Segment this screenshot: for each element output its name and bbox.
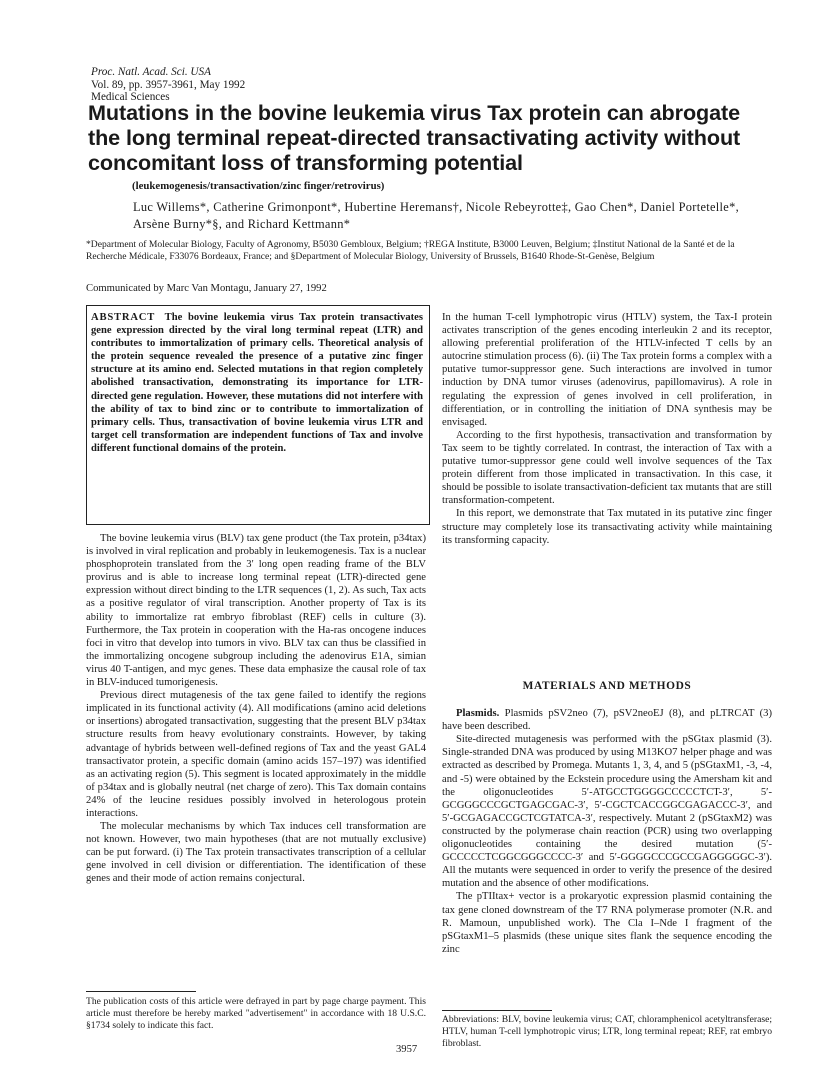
page-number: 3957 [396,1044,418,1055]
abstract-label: ABSTRACT [91,312,156,323]
journal-header [91,66,245,104]
vector-paragraph: The pTIItax+ vector is a prokaryotic expression plasmid containing the tax gene cloned downstream of the T7 RNA polymerase promoter (N.R. and R. Mamoun, unpublished work). The Cla I–Nde I fragment of the pSGtaxM1–5 plasmids (these unique sites flank the sequence encoding the zinc [442,891,772,955]
footnote-divider-right [442,1010,552,1011]
abstract [91,311,423,455]
journal-volume: Vol. 89, pp. 3957-3961, May 1992 [91,78,246,91]
left-column-body [86,532,426,886]
right-column-intro [442,311,772,547]
abstract-text: The bovine leukemia virus Tax protein transactivates gene expression directed by the viral long terminal repeat (LTR) and contributes to immortalization of primary cells. Theoretical analysis of the protein sequence revealed the presence of a putative zinc finger structure at its amino end. Selected mutations in that region completely abolished transactivation, demonstrating its importance for LTR-directed gene regulation. However, these mutations did not interfere with the ability of tax to bind zinc or to contribute to immortalization of primary cells. Thus, transactivation of bovine leukemia virus LTR and target cell transformation are independent functions of Tax and involve different functional domains of the protein. [91,312,423,454]
footnote-divider-left [86,991,196,992]
plasmids-text: Plasmids pSV2neo (7), pSV2neoEJ (8), and pLTRCAT (3) have been described. [442,708,772,733]
publication-costs-footnote: The publication costs of this article were defrayed in part by page charge payment. This article must therefore be hereby marked "advertisement" in accordance with 18 U.S.C. §1734 solely to indicate this fact. [86,996,426,1031]
intro-paragraph-2: Previous direct mutagenesis of the tax gene failed to identify the regions implicated in its functional activity (4). All modifications (amino acid deletions or insertions) abrogated transactivation, suggesting that the present BLV p34tax structure results from heavy evolutionary constraints. However, by taking advantage of hybrids between well-defined regions of Tax and the yeast GAL4 transactivator protein, a specific domain (amino acids 157–197) was identified as an activating region (5). This segment is located approximately in the middle of p34tax and is globally neutral (net charge of zero). This Tax domain contains 24% of the leucine residues possibly involved in heterologous protein interactions. [86,690,426,819]
journal-name: Proc. Natl. Acad. Sci. USA [91,66,211,78]
journal-section: Medical Sciences [91,91,170,104]
intro-paragraph-3: The molecular mechanisms by which Tax induces cell transformation are not known. However, two main hypotheses (that are not mutually exclusive) can be put forward. (i) The Tax protein transactivates transcription of a cellular gene involved in cell division or differentiation. The identification of these genes and their mode of action remains conjectural. [86,821,426,885]
intro-paragraph-6: In this report, we demonstrate that Tax mutated in its putative zinc finger structure may completely lose its transactivating activity while maintaining its transforming capacity. [442,508,772,546]
intro-paragraph-5: According to the first hypothesis, transactivation and transformation by Tax seem to be tightly correlated. In contrast, the interaction of Tax with a putative tumor-suppressor gene could well involve sequences of the Tax protein different from those implicated in transactivation. In this case, it should be possible to isolate transactivation-deficient tax mutants that are still transformation-competent. [442,429,772,507]
materials-methods [442,680,772,956]
keywords: (leukemogenesis/transactivation/zinc finger/retrovirus) [132,180,385,192]
plasmids-label: Plasmids. [456,708,500,720]
abbreviations-footnote: Abbreviations: BLV, bovine leukemia virus; CAT, chloramphenicol acetyltransferase; HTLV, human T-cell lymphotropic virus; LTR, long terminal repeat; REF, rat embryo fibroblast. [442,1014,772,1049]
author-list: Luc Willems*, Catherine Grimonpont*, Hubertine Heremans†, Nicole Rebeyrotte‡, Gao Chen*, Daniel Portetelle*, Arsène Burny*§, and Richard Kettmann* [133,200,739,231]
communicated-by: Communicated by Marc Van Montagu, January 27, 1992 [86,283,327,294]
paper-title: Mutations in the bovine leukemia virus Tax protein can abrogate the long terminal repeat-directed transactivating activity without concomitant loss of transforming potential [88,100,741,175]
intro-paragraph-4: In the human T-cell lymphotropic virus (HTLV) system, the Tax-I protein activates transcription of the genes encoding interleukin 2 and its receptor, allowing preferential proliferation of the HTLV-infected T cells by an autocrine stimulation process (6). (ii) The Tax protein forms a complex with a putative tumor-suppressor gene. Such interactions are involved in tumor induction by DNA tumor viruses (adenovirus, papillomavirus). A role in regulating the expression of genes involved in cell proliferation, in differentiation, or in controlling the initiation of DNA synthesis may be envisaged. [442,312,772,428]
section-heading-materials-methods: MATERIALS AND METHODS [522,680,692,692]
affiliations: *Department of Molecular Biology, Faculty of Agronomy, B5030 Gembloux, Belgium; †REGA Institute, B3000 Leuven, Belgium; ‡Institut National de la Santé et de la Recherche Médicale, F33076 Bordeaux, France; and §Department of Molecular Biology, University of Brussels, B1640 Rhode-St-Genèse, Belgium [86,239,735,262]
mutagenesis-paragraph: Site-directed mutagenesis was performed with the pSGtax plasmid (3). Single-stranded DNA was produced by using M13KO7 helper phage and was extracted as described by Promega. Mutants 1, 3, 4, and 5 (pSGtaxM1, -3, -4, and -5) were obtained by the Eckstein procedure using the Amersham kit and the oligonucleotides 5′-ATGCCTGGGGCCCCCTCT-3′, 5′-GCGGGCCCGCTGAGCGAC-3′, 5′-CGCTCACCGGCGAGACCC-3′, and 5′-GCGAGACCGCTCGTATCA-3′, respectively. Mutant 2 (pSGtaxM2) was constructed by the polymerase chain reaction (PCR) using two overlapping oligonucleotides containing the desired mutation (5′-GCCCCCTCGGCGGGCCCC-3′ and 5′-GGGGCCCGCCGAGGGGGC-3′). All the mutants were sequenced in order to verify the presence of the desired mutation and the absence of other modifications. [442,734,772,890]
plasmids-paragraph [442,707,772,733]
intro-paragraph-1: The bovine leukemia virus (BLV) tax gene product (the Tax protein, p34tax) is involved in viral replication and probably in leukemogenesis. Tax is a nuclear phosphoprotein translated from the 3′ long open reading frame of the BLV provirus and is able to increase long terminal repeat (LTR)-directed gene expression without direct binding to the LTR sequences (1, 2). As such, Tax acts as a positive regulator of viral transcription. Another property of Tax is its ability to immortalize rat embryo fibroblast (REF) cells in culture (3). Furthermore, the Tax protein in cooperation with the Ha-ras oncogene induces foci in vitro that develop into tumors in vivo. BLV tax can thus be classified in the immortalizing oncogene subgroup including the adenovirus E1A, simian virus 40 T-antigen, and myc genes. These data emphasize the causal role of tax in BLV-induced tumorigenesis. [86,533,426,689]
